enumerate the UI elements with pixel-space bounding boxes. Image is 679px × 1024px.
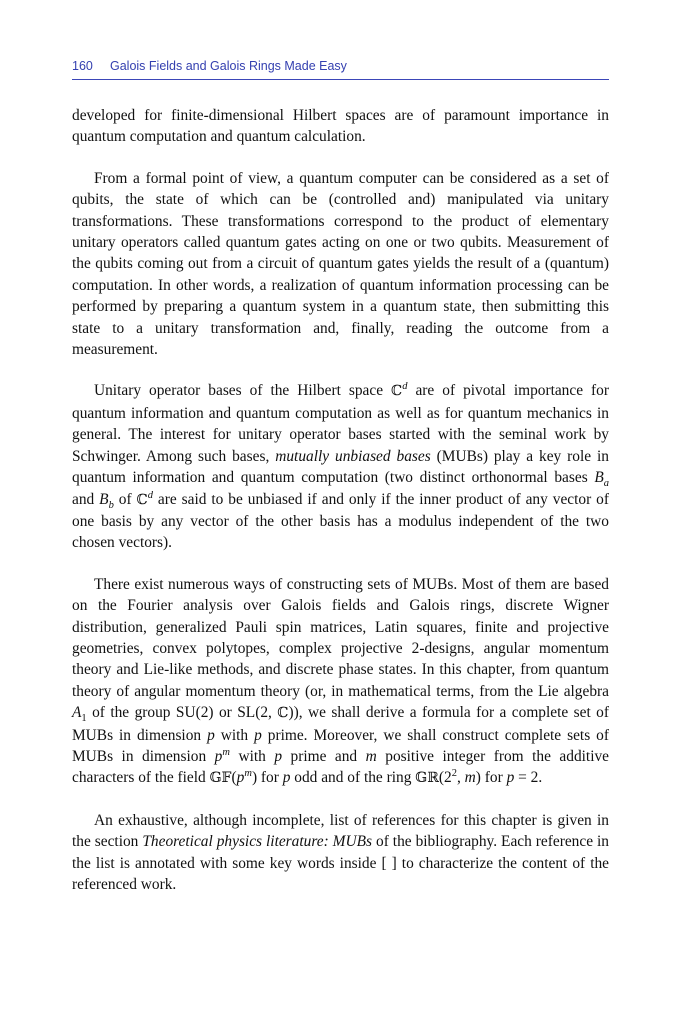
- p3-text-1: Unitary operator bases of the Hilbert space: [94, 382, 392, 400]
- paragraph-2: [72, 168, 609, 361]
- var-p-5: p: [236, 769, 245, 787]
- p5-text-1: An exhaustive, although incomplete, list of references for this chapter is given in the section: [72, 811, 609, 851]
- var-p-6: p: [282, 769, 291, 787]
- complex-symbol-3: ℂ: [277, 705, 289, 722]
- p4-text-4: , we shall derive a formula for a complete set of MUBs in dimension: [72, 704, 609, 744]
- var-m-2: m: [464, 769, 476, 787]
- p3-text-6: are said to be unbiased if and only if the inner product of any vector of one basis by any vector of the other basis has a modulus independent of the two chosen vectors).: [72, 490, 609, 552]
- p4-text-1: There exist numerous ways of constructing sets of MUBs. Most of them are based on the Fourier analysis over Galois fields and Galois rings, discrete Wigner distribution, generalized Pauli spin matrices, Latin squares, finite and projective geometries, convex polytopes, complex projective 2-designs, angular momentum theory and Lie-like methods, and discrete phase states. In this chapter, from quantum theory of angular momentum theory (or, in mathematical terms, from the Lie algebra: [72, 575, 609, 700]
- sub-one: 1: [81, 713, 87, 725]
- group-sl-close: )): [288, 704, 299, 722]
- group-sl-open: SL(2,: [237, 704, 278, 722]
- running-header: [72, 57, 609, 80]
- p4-text-10: for: [257, 769, 283, 787]
- var-p-2: p: [254, 726, 262, 744]
- var-m-1: m: [365, 747, 377, 765]
- field-gf: 𝔾𝔽: [209, 770, 232, 787]
- paragraph-3: [72, 380, 609, 553]
- group-su2: SU(2): [175, 704, 214, 722]
- p4-text-7: with: [229, 747, 275, 765]
- paragraph-5: [72, 810, 609, 896]
- p3-text-5: of: [113, 490, 137, 508]
- sub-a: a: [603, 478, 609, 490]
- var-p-1: p: [207, 726, 215, 744]
- book-title: Galois Fields and Galois Rings Made Easy: [110, 59, 347, 73]
- p4-text-6: prime. Moreover, we shall construct complete sets of MUBs in dimension: [72, 726, 609, 765]
- p3-text-4: and: [72, 490, 100, 508]
- exp-m-1: m: [222, 746, 230, 758]
- p3-text-3: (MUBs) play a key role in quantum information and quantum computation (two distinct orthonormal bases: [72, 447, 609, 487]
- basis-b: B: [594, 469, 604, 487]
- p4-text-8: prime and: [282, 747, 366, 765]
- p4-text-3: or: [213, 704, 238, 722]
- p4-text-12: for: [480, 769, 507, 787]
- emphasis-section: Theoretical physics literature: MUBs: [142, 833, 373, 851]
- p4-text-11: odd and of the ring: [290, 769, 416, 787]
- eq-two: = 2: [514, 769, 539, 787]
- exp-m-2: m: [244, 768, 252, 780]
- ring-gr: 𝔾ℝ: [415, 770, 439, 787]
- sub-b: b: [108, 499, 114, 511]
- p4-text-5: with: [214, 726, 255, 744]
- paragraph-1: [72, 105, 609, 148]
- p2-text: From a formal point of view, a quantum computer can be considered as a set of qubits, the state of which can be (controlled and) manipulated via unitary transformations. These transformations correspond to the product of elementary unitary operators called quantum gates acting on one or two qubits. Measurement of the qubits coming out from a circuit of quantum gates yields the result of a (quantum) computation. In other words, a realization of quantum information processing can be performed by preparing a quantum system in a quantum state, then submitting this state to a unitary transformation and, finally, reading the outcome from a measurement.: [72, 169, 609, 359]
- p4-text-9: positive integer from the additive characters of the field: [72, 747, 610, 787]
- var-p-4: p: [274, 747, 283, 765]
- emphasis-mubs: mutually unbiased bases: [275, 447, 431, 465]
- p1-text: developed for finite-dimensional Hilbert spaces are of paramount importance in quantum computation and quantum calculation.: [72, 107, 609, 146]
- var-p-3: p: [214, 747, 223, 765]
- p4-text-2: of the group: [86, 704, 176, 722]
- body-text: [72, 105, 609, 915]
- dim-d-2: d: [147, 489, 153, 501]
- dim-d: d: [402, 381, 408, 393]
- basis-b-2: B: [99, 490, 109, 508]
- num-two: 2: [443, 769, 452, 787]
- exp-two: 2: [451, 768, 457, 780]
- lie-algebra-a: A: [72, 704, 82, 722]
- p3-text-2: are of pivotal importance for quantum information and quantum computation as well as for quantum mechanics in general. The interest for unitary operator bases started with the seminal work by Schwinger. Among such bases,: [72, 382, 609, 465]
- var-p-7: p: [506, 769, 515, 787]
- complex-symbol: ℂ: [391, 383, 403, 400]
- paragraph-4: There exist numerous ways of constructing sets of MUBs. Most of them are based on the Fourier analysis over Galois fields and Galois rings, discrete Wigner distribution, generalized Pauli spin matrices, Latin squares, finite and projective geometries, convex polytopes, complex projective 2-designs, angular momentum theory and Lie-like methods, and discrete phase states. In this chapter, from quantum theory of angular momentum theory (or, in mathematical terms, from the Lie algebra $A_1$ of the group SU(2) or SL(2, ℂ)), we shall derive a formula for a complete set of MUBs in dimension p with p prime. Moreover, we shall construct complete sets of MUBs in dimension $p^m$ with p prime and m positive integer from the additive characters of the field $𝔾𝔽(p^m)$ for p odd and of the ring $𝔾ℝ(2^2$, m) for p = 2.: [72, 575, 610, 787]
- p4-text-13: .: [538, 769, 543, 787]
- complex-symbol-2: ℂ: [136, 491, 148, 508]
- p5-text-2: of the bibliography. Each reference in the list is annotated with some key words inside [ ] to characterize the content of the referenced work.: [72, 833, 609, 893]
- page-number: 160: [72, 59, 93, 73]
